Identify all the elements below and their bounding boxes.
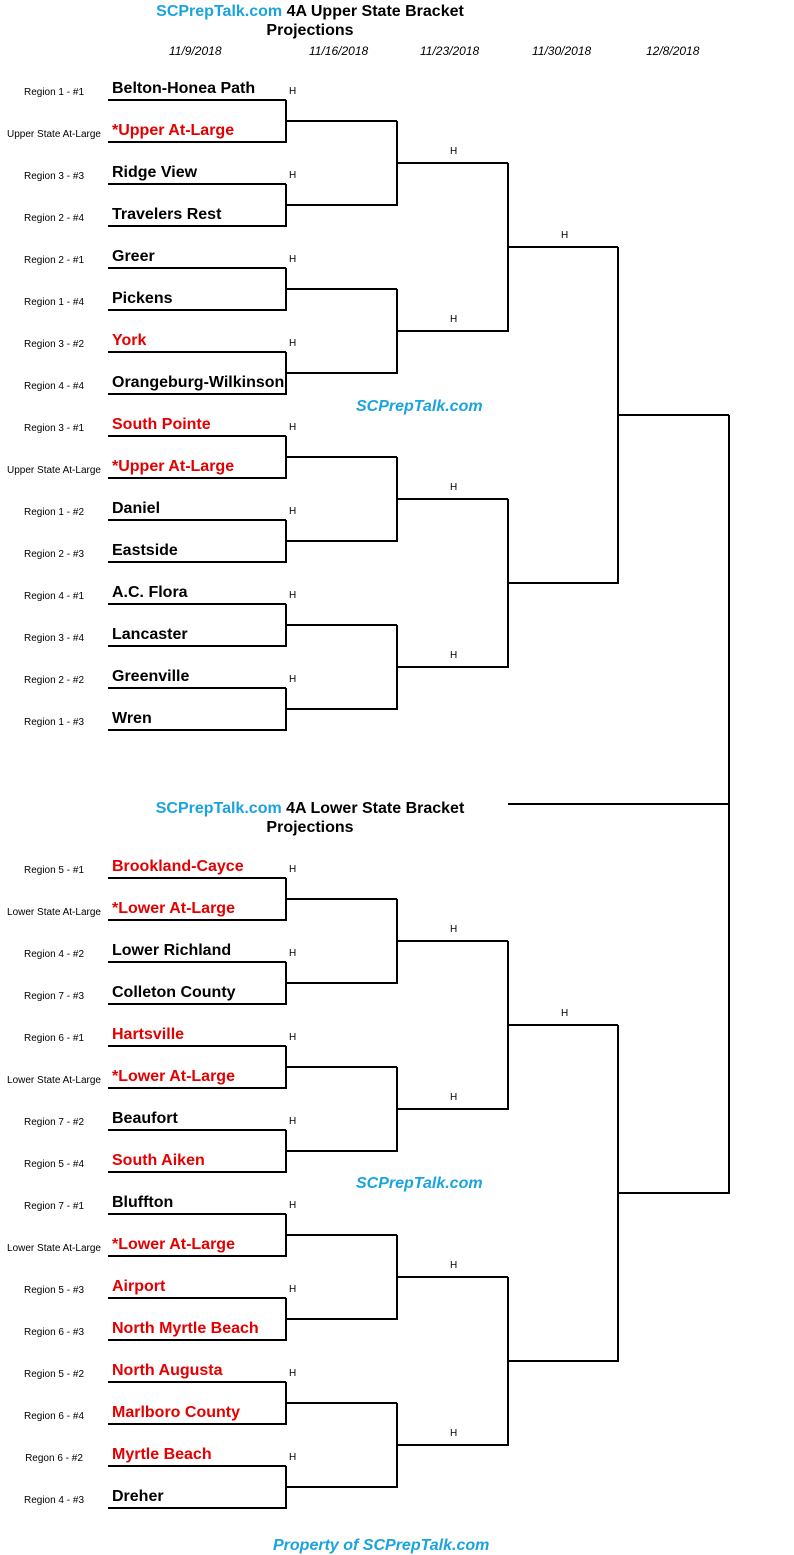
lower-home-marker-r1: H xyxy=(289,1452,297,1463)
lower-home-marker-r3: H xyxy=(450,1428,458,1439)
lower-entry-line xyxy=(108,1381,286,1383)
team-name: Colleton County xyxy=(112,984,236,1001)
round-date-2: 11/16/2018 xyxy=(309,44,369,58)
lower-home-marker-r1: H xyxy=(289,948,297,959)
upper-entry-line xyxy=(108,99,286,101)
upper-home-marker-r1: H xyxy=(289,506,297,517)
upper-entry-line xyxy=(108,183,286,185)
seed-label: Lower State At-Large xyxy=(7,1243,101,1254)
seed-label: Region 3 - #4 xyxy=(23,633,85,644)
team-name: Belton-Honea Path xyxy=(112,80,256,97)
team-name: Beaufort xyxy=(112,1110,178,1127)
lower-home-marker-r1: H xyxy=(289,1368,297,1379)
lower-entry-line xyxy=(108,919,286,921)
team-name: Eastside xyxy=(112,542,178,559)
upper-entry-line xyxy=(108,141,286,143)
lower-entry-line xyxy=(108,1423,286,1425)
upper-entry-line xyxy=(108,267,286,269)
team-name: Lower Richland xyxy=(112,942,232,959)
team-name: North Augusta xyxy=(112,1362,223,1379)
championship-line xyxy=(508,803,729,805)
seed-label: Upper State At-Large xyxy=(7,129,101,140)
seed-label: Region 4 - #3 xyxy=(23,1495,85,1506)
seed-label: Lower State At-Large xyxy=(7,1075,101,1086)
upper-bracket-header xyxy=(0,2,620,40)
upper-round3-line xyxy=(397,666,508,668)
team-name: North Myrtle Beach xyxy=(112,1320,259,1337)
upper-round2-line xyxy=(286,204,397,206)
lower-round2-line xyxy=(286,1150,397,1152)
round-date-3: 11/23/2018 xyxy=(420,44,480,58)
upper-round3-line xyxy=(397,498,508,500)
seed-label: Region 5 - #4 xyxy=(23,1159,85,1170)
seed-label: Region 4 - #4 xyxy=(23,381,85,392)
lower-entry-line xyxy=(108,1507,286,1509)
lower-home-marker-r3: H xyxy=(450,924,458,935)
upper-round3-line xyxy=(397,330,508,332)
seed-label: Region 4 - #2 xyxy=(23,949,85,960)
lower-home-marker-r1: H xyxy=(289,1116,297,1127)
seed-label: Region 6 - #1 xyxy=(23,1033,85,1044)
seed-label: Region 1 - #2 xyxy=(23,507,85,518)
lower-home-marker-r3: H xyxy=(450,1260,458,1271)
team-name: *Lower At-Large xyxy=(112,1236,235,1253)
lower-home-marker-r3: H xyxy=(450,1092,458,1103)
seed-label: Region 3 - #2 xyxy=(23,339,85,350)
seed-label: Region 7 - #1 xyxy=(23,1201,85,1212)
upper-round2-line xyxy=(286,372,397,374)
lower-home-marker-r1: H xyxy=(289,1200,297,1211)
team-name: Marlboro County xyxy=(112,1404,240,1421)
team-name: Travelers Rest xyxy=(112,206,222,223)
seed-label: Regon 6 - #2 xyxy=(25,1453,83,1464)
lower-round4-line xyxy=(508,1024,618,1026)
upper-entry-line xyxy=(108,687,286,689)
lower-entry-line xyxy=(108,1255,286,1257)
seed-label: Region 6 - #4 xyxy=(23,1411,85,1422)
team-name: Airport xyxy=(112,1278,166,1295)
watermark-lower: SCPrepTalk.com xyxy=(356,1175,483,1192)
upper-home-marker-r1: H xyxy=(289,338,297,349)
seed-label: Region 7 - #2 xyxy=(23,1117,85,1128)
team-name: York xyxy=(112,332,147,349)
round-date-1: 11/9/2018 xyxy=(169,44,222,58)
lower-home-marker-r1: H xyxy=(289,1032,297,1043)
lower-round3-line xyxy=(397,1444,508,1446)
watermark-upper: SCPrepTalk.com xyxy=(356,398,483,415)
team-name: South Aiken xyxy=(112,1152,205,1169)
lower-round2-line xyxy=(286,1318,397,1320)
upper-home-marker-r1: H xyxy=(289,86,297,97)
lower-round3-line xyxy=(397,1108,508,1110)
upper-round2-line xyxy=(286,120,397,122)
team-name: Wren xyxy=(112,710,152,727)
lower-entry-line xyxy=(108,1045,286,1047)
upper-entry-line xyxy=(108,645,286,647)
team-name: A.C. Flora xyxy=(112,584,188,601)
upper-entry-line xyxy=(108,309,286,311)
upper-home-marker-r1: H xyxy=(289,170,297,181)
upper-round4-line xyxy=(508,582,618,584)
seed-label: Region 2 - #4 xyxy=(23,213,85,224)
upper-home-marker-r3: H xyxy=(450,482,458,493)
seed-label: Region 3 - #3 xyxy=(23,171,85,182)
lower-round3-line xyxy=(397,940,508,942)
seed-label: Region 1 - #1 xyxy=(23,87,85,98)
lower-round4-line xyxy=(508,1360,618,1362)
team-name: Ridge View xyxy=(112,164,198,181)
team-name: *Lower At-Large xyxy=(112,1068,235,1085)
upper-entry-line xyxy=(108,477,286,479)
team-name: South Pointe xyxy=(112,416,211,433)
lower-entry-line xyxy=(108,1213,286,1215)
upper-entry-line xyxy=(108,519,286,521)
team-name: Hartsville xyxy=(112,1026,185,1043)
lower-round2-line xyxy=(286,1402,397,1404)
lower-header-subtitle: Projections xyxy=(266,819,354,836)
upper-home-marker-r3: H xyxy=(450,314,458,325)
lower-round2-line xyxy=(286,1234,397,1236)
round-date-4: 11/30/2018 xyxy=(532,44,592,58)
lower-entry-line xyxy=(108,1297,286,1299)
lower-header-title: 4A Lower State Bracket xyxy=(281,800,465,817)
team-name: *Lower At-Large xyxy=(112,900,235,917)
seed-label: Region 1 - #3 xyxy=(23,717,85,728)
seed-label: Region 7 - #3 xyxy=(23,991,85,1002)
upper-round2-line xyxy=(286,540,397,542)
lower-home-marker-r1: H xyxy=(289,1284,297,1295)
upper-header-title: 4A Upper State Bracket xyxy=(282,3,464,20)
upper-entry-line xyxy=(108,393,286,395)
upper-entry-line xyxy=(108,561,286,563)
team-name: Pickens xyxy=(112,290,173,307)
upper-entry-line xyxy=(108,225,286,227)
upper-round4-line xyxy=(508,246,618,248)
upper-round3-line xyxy=(397,162,508,164)
lower-round2-line xyxy=(286,1486,397,1488)
upper-home-marker-r1: H xyxy=(289,674,297,685)
team-name: Greenville xyxy=(112,668,190,685)
lower-round2-line xyxy=(286,982,397,984)
lower-entry-line xyxy=(108,1129,286,1131)
upper-round2-line xyxy=(286,288,397,290)
lower-round2-line xyxy=(286,1066,397,1068)
team-name: *Upper At-Large xyxy=(112,122,235,139)
lower-entry-line xyxy=(108,1339,286,1341)
upper-entry-line xyxy=(108,729,286,731)
seed-label: Region 4 - #1 xyxy=(23,591,85,602)
upper-home-marker-r3: H xyxy=(450,146,458,157)
seed-label: Upper State At-Large xyxy=(7,465,101,476)
lower-final-line xyxy=(618,1192,729,1194)
upper-home-marker-r1: H xyxy=(289,422,297,433)
lower-entry-line xyxy=(108,961,286,963)
upper-home-marker-r1: H xyxy=(289,590,297,601)
seed-label: Region 6 - #3 xyxy=(23,1327,85,1338)
seed-label: Region 2 - #2 xyxy=(23,675,85,686)
team-name: Bluffton xyxy=(112,1194,174,1211)
upper-final-line xyxy=(618,414,729,416)
upper-entry-line xyxy=(108,351,286,353)
upper-entry-line xyxy=(108,603,286,605)
lower-entry-line xyxy=(108,1171,286,1173)
seed-label: Region 5 - #1 xyxy=(23,865,85,876)
team-name: Orangeburg-Wilkinson xyxy=(112,374,285,391)
team-name: Greer xyxy=(112,248,155,265)
lower-entry-line xyxy=(108,877,286,879)
seed-label: Region 5 - #3 xyxy=(23,1285,85,1296)
team-name: Brookland-Cayce xyxy=(112,858,244,875)
upper-round2-line xyxy=(286,624,397,626)
round-date-5: 12/8/2018 xyxy=(646,44,700,58)
lower-round3-line xyxy=(397,1276,508,1278)
seed-label: Region 2 - #3 xyxy=(23,549,85,560)
lower-entry-line xyxy=(108,1087,286,1089)
footer-text: Property of SCPrepTalk.com xyxy=(273,1537,490,1554)
upper-header-brand: SCPrepTalk.com xyxy=(156,3,283,20)
team-name: Lancaster xyxy=(112,626,188,643)
seed-label: Lower State At-Large xyxy=(7,907,101,918)
upper-home-marker-r4: H xyxy=(561,230,569,241)
lower-header-brand: SCPrepTalk.com xyxy=(155,800,282,817)
lower-entry-line xyxy=(108,1003,286,1005)
upper-home-marker-r1: H xyxy=(289,254,297,265)
upper-entry-line xyxy=(108,435,286,437)
team-name: *Upper At-Large xyxy=(112,458,235,475)
lower-round2-line xyxy=(286,898,397,900)
upper-header-subtitle: Projections xyxy=(266,22,354,39)
team-name: Daniel xyxy=(112,500,161,517)
lower-home-marker-r1: H xyxy=(289,864,297,875)
upper-round2-line xyxy=(286,708,397,710)
seed-label: Region 3 - #1 xyxy=(23,423,85,434)
seed-label: Region 5 - #2 xyxy=(23,1369,85,1380)
seed-label: Region 1 - #4 xyxy=(23,297,85,308)
lower-entry-line xyxy=(108,1465,286,1467)
seed-label: Region 2 - #1 xyxy=(23,255,85,266)
lower-home-marker-r4: H xyxy=(561,1008,569,1019)
team-name: Myrtle Beach xyxy=(112,1446,212,1463)
upper-home-marker-r3: H xyxy=(450,650,458,661)
team-name: Dreher xyxy=(112,1488,164,1505)
upper-round2-line xyxy=(286,456,397,458)
